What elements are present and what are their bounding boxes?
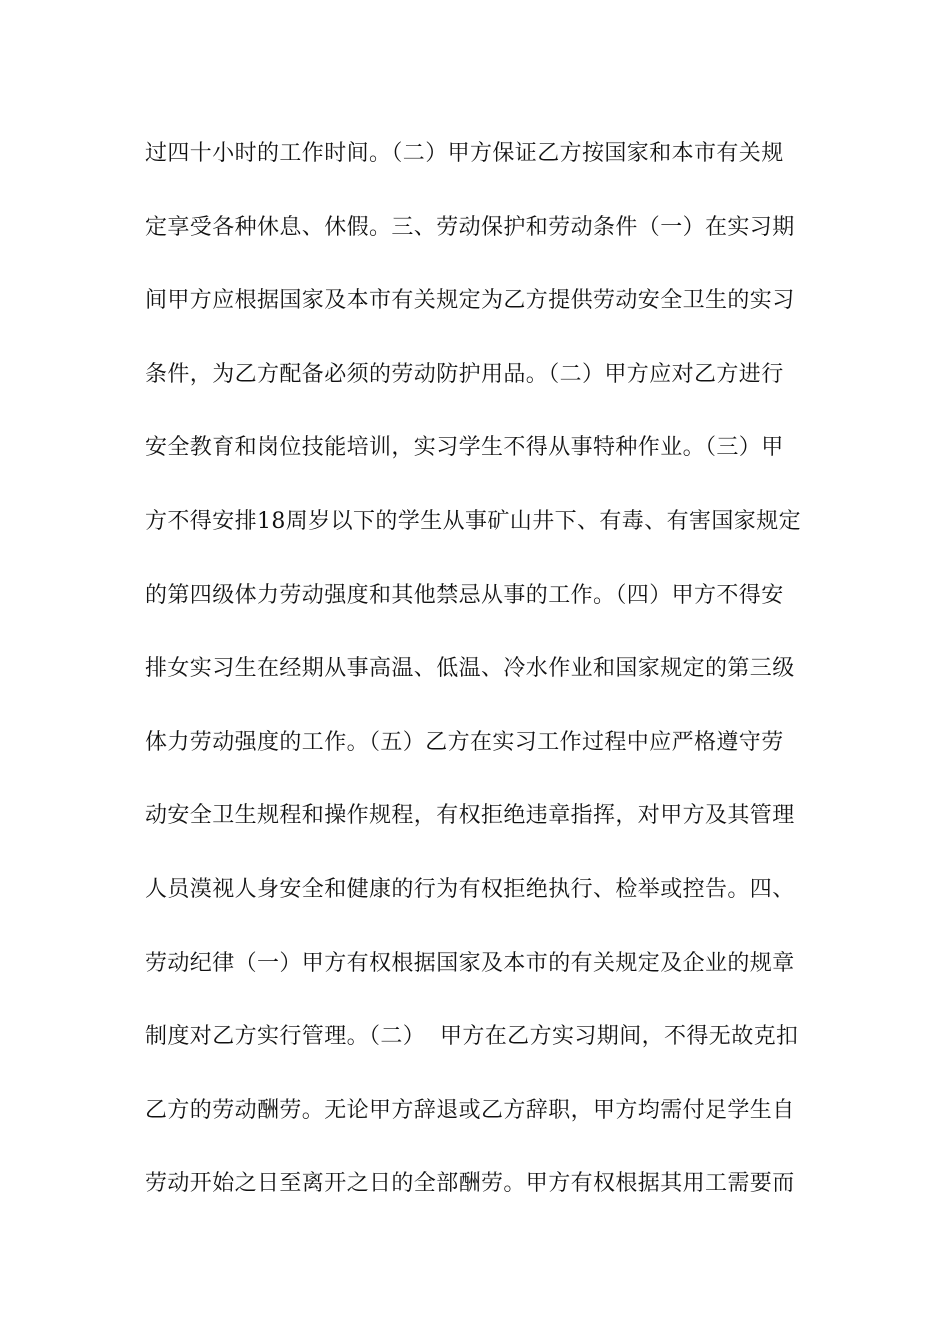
text-line: 的第四级体力劳动强度和其他禁忌从事的工作。（四）甲方不得安	[145, 582, 784, 608]
text-line: 条件，为乙方配备必须的劳动防护用品。（二）甲方应对乙方进行	[145, 361, 784, 387]
text-line: 安全教育和岗位技能培训，实习学生不得从事特种作业。（三）甲	[145, 435, 784, 461]
text-line: 制度对乙方实行管理。（二） 甲方在乙方实习期间，不得无故克扣	[145, 1024, 799, 1050]
text-line: 定享受各种休息、休假。三、劳动保护和劳动条件（一）在实习期	[145, 214, 795, 240]
text-line: 劳动开始之日至离开之日的全部酬劳。甲方有权根据其用工需要而	[145, 1171, 795, 1197]
text-line: 过四十小时的工作时间。（二）甲方保证乙方按国家和本市有关规	[145, 141, 784, 166]
text-line: 乙方的劳动酬劳。无论甲方辞退或乙方辞职，甲方均需付足学生自	[145, 1097, 795, 1123]
text-line: 人员漠视人身安全和健康的行为有权拒绝执行、检举或控告。四、	[145, 876, 795, 902]
text-line: 排女实习生在经期从事高温、低温、冷水作业和国家规定的第三级	[145, 656, 795, 682]
text-line: 动安全卫生规程和操作规程，有权拒绝违章指挥，对甲方及其管理	[145, 803, 795, 829]
text-line: 劳动纪律（一）甲方有权根据国家及本市的有关规定及企业的规章	[145, 950, 795, 976]
text-line: 间甲方应根据国家及本市有关规定为乙方提供劳动安全卫生的实习	[145, 288, 795, 314]
text-line: 体力劳动强度的工作。（五）乙方在实习工作过程中应严格遵守劳	[145, 729, 784, 755]
text-line: 方不得安排18周岁以下的学生从事矿山井下、有毒、有害国家规定	[145, 508, 801, 534]
document-body-text	[145, 131, 825, 1235]
